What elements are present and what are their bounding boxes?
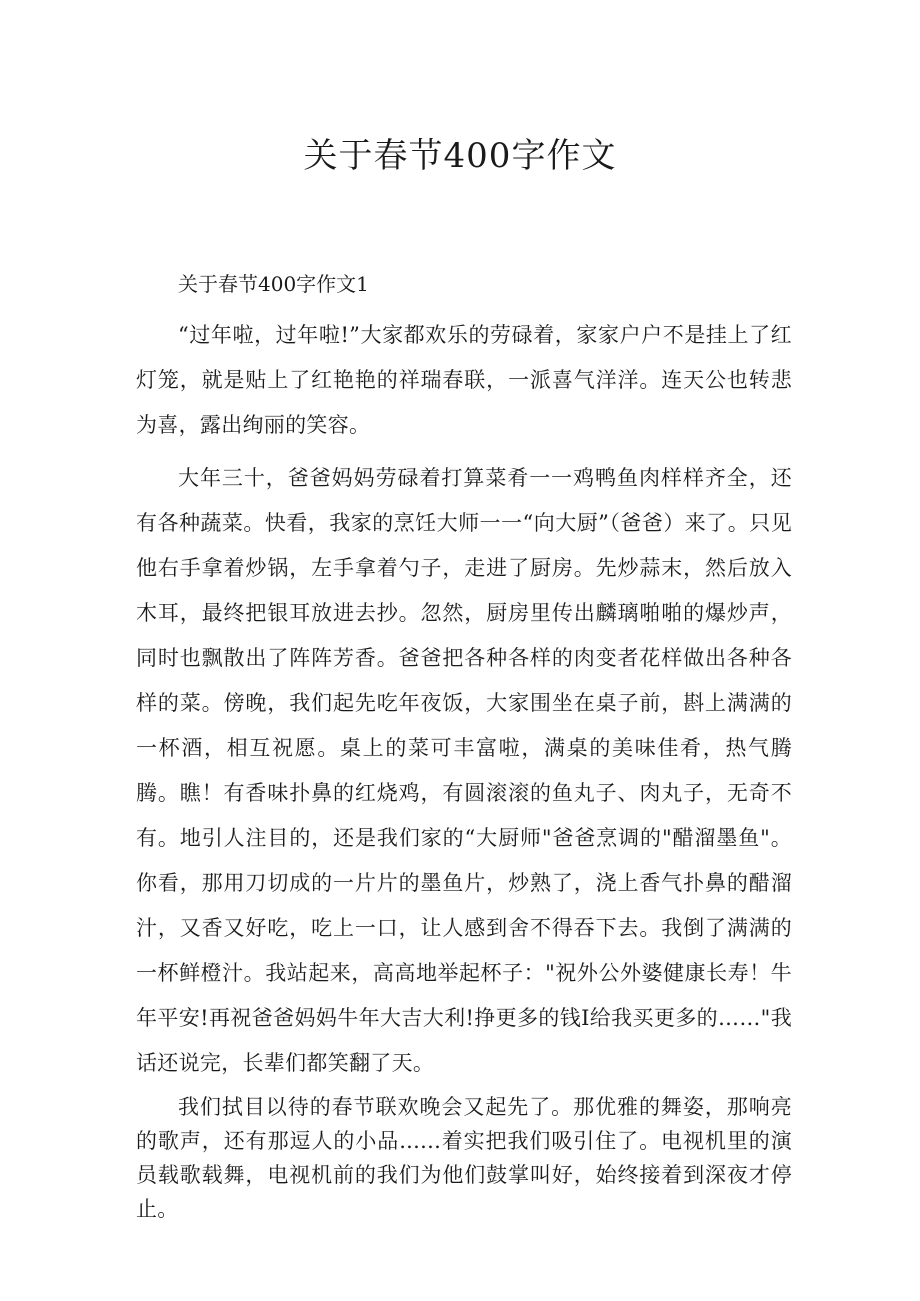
paragraph-3: 我们拭目以待的春节联欢晚会又起先了。那优雅的舞姿，那响亮的歌声，还有那逗人的小品......着实把我们吸引住了。电视机里的演员载歌载舞，电视机前的我们为他们鼓掌叫好，始终接着到深夜才停止。 <box>136 1095 792 1221</box>
section-heading: 关于春节400字作文1 <box>178 272 369 296</box>
paragraph-2: 大年三十，爸爸妈妈劳碌着打算菜肴一一鸡鸭鱼肉样样齐全，还有各种蔬菜。快看，我家的烹饪大师一一“向大厨”（爸爸）来了。只见他右手拿着炒锅，左手拿着勺子，走进了厨房。先炒蒜末，然后放入木耳，最终把银耳放进去抄。忽然，厨房里传出麟璃啪啪的爆炒声，同时也飘散出了阵阵芳香。爸爸把各种各样的肉变者花样做出各种各样的菜。傍晚，我们起先吃年夜饭，大家围坐在桌子前，斟上满满的一杯酒，相互祝愿。桌上的菜可丰富啦，满桌的美味佳肴，热气腾腾。瞧！有香味扑鼻的红烧鸡，有圆滚滚的鱼丸子、肉丸子，无奇不有。地引人注目的，还是我们家的“大厨师"爸爸烹调的"醋溜墨鱼"。你看，那用刀切成的一片片的墨鱼片，炒熟了，浇上香气扑鼻的醋溜汁，又香又好吃，吃上一口，让人感到舍不得吞下去。我倒了满满的一杯鲜橙汁。我站起来，高高地举起杯子："祝外公外婆健康长寿！牛年平安!再祝爸爸妈妈牛年大吉大利!挣更多的钱I给我买更多的……"我话还说完，长辈们都笑翻了天。 <box>136 466 792 1075</box>
paragraph-1: “过年啦，过年啦!”大家都欢乐的劳碌着，家家户户不是挂上了红灯笼，就是贴上了红艳艳的祥瑞春联，一派喜气洋洋。连天公也转悲为喜，露出绚丽的笑容。 <box>136 323 792 437</box>
page-title: 关于春节400字作文 <box>303 136 617 176</box>
